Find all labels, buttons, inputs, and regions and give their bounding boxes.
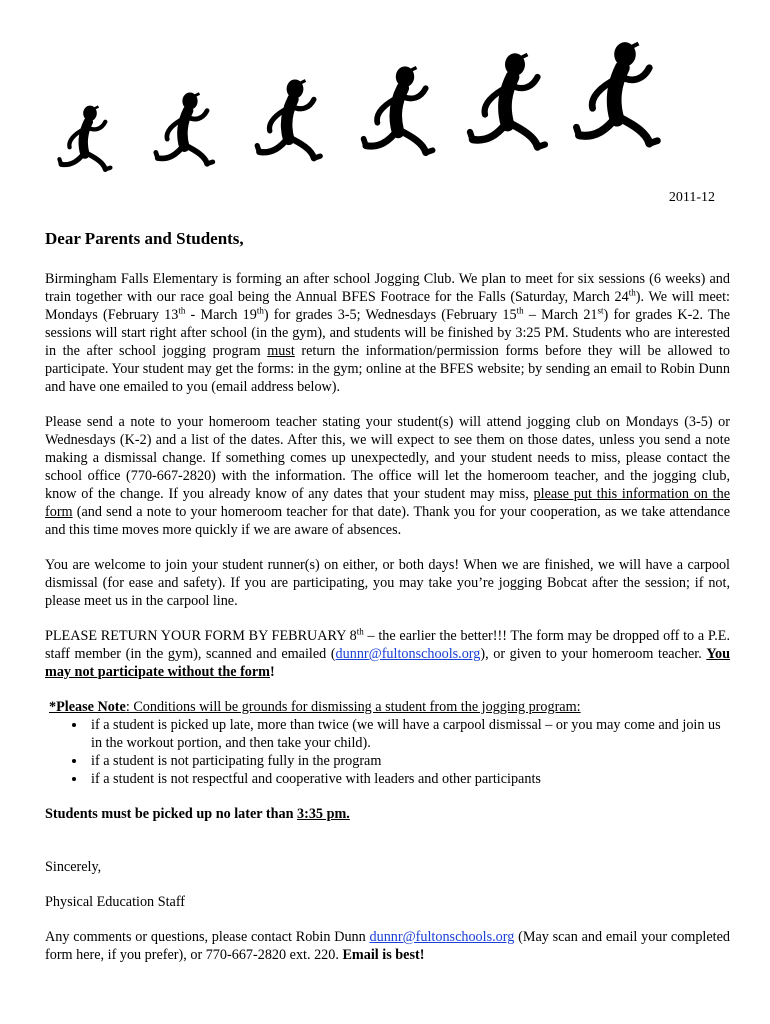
list-item: • if a student is not respectful and cooperative with leaders and other participants: [87, 770, 730, 788]
letter-body: [45, 228, 730, 981]
jogging-figures-icon: [40, 38, 680, 208]
signature: Physical Education Staff: [45, 894, 186, 910]
school-year: 2011-12: [668, 190, 715, 205]
contact-info: Any comments or questions, please contact Robin Dunn dunnr@fultonschools.org (May scan and email your completed form here, if you prefer), or 770-667-2820 ext. 220. Email is best!: [45, 929, 730, 963]
paragraph-return-form: PLEASE RETURN YOUR FORM BY FEBRUARY 8th – the earlier the better!!! The form may be dropped off to a P.E. staff member (in the gym), scanned and emailed (dunnr@fultonschools.org), or given to your homeroom teacher. You may not participate without the form!: [45, 626, 730, 680]
list-item: • if a student is picked up late, more than twice (we will have a carpool dismissal – or you may come and join us in the workout portion, and then take your child).: [87, 716, 730, 752]
conditions-list: [45, 716, 730, 788]
paragraph-intro: Birmingham Falls Elementary is forming an after school Jogging Club. We plan to meet for six sessions (6 weeks) and train together with our race goal being the Annual BFES Footrace for the Falls (Saturday, March 24th). We will meet: Mondays (February 13th - March 19th) for grades 3-5; Wednesdays (February 15th – March 21st) for grades K-2. The sessions will start right after school (in the gym), and students will be finished by 3:25 PM. Students who are interested in the after school jogging program must return the information/permission forms before they will be allowed to participate. Your student may get the forms: in the gym; online at the BFES website; by sending an email to Robin Dunn and have one emailed to you (email address below).: [45, 271, 731, 395]
paragraph-participation: You are welcome to join your student runner(s) on either, or both days! When we are finished, we will have a carpool dismissal (for ease and safety). If you are participating, you may take you’re jogging Bobcat after the session; if not, please meet us in the carpool line.: [45, 557, 730, 609]
closing: Sincerely,: [45, 859, 102, 875]
pickup-deadline: Students must be picked up no later than 3:35 pm.: [45, 806, 350, 822]
greeting: Dear Parents and Students,: [45, 229, 244, 248]
email-link[interactable]: dunnr@fultonschools.org: [335, 646, 481, 662]
paragraph-attendance: Please send a note to your homeroom teacher stating your student(s) will attend jogging club on Mondays (3-5) or Wednesdays (K-2) and a list of the dates. After this, we will expect to see them on those dates, unless you send a note making a dismissal change. If something comes up unexpectedly, and your student needs to miss, please contact the school office (770-667-2820) with the information. The office will let the homeroom teacher, and the jogging club, know of the change. If you already know of any dates that your student may miss, please put this information on the form (and send a note to your homeroom teacher for that date). Thank you for your cooperation, as we take attendance and this time moves more quickly if we are aware of absences.: [45, 414, 730, 538]
list-item: • if a student is not participating fully in the program: [87, 752, 730, 770]
note-heading: *Please Note: Conditions will be grounds for dismissing a student from the jogging program:: [49, 699, 581, 715]
email-link[interactable]: dunnr@fultonschools.org: [369, 929, 515, 945]
